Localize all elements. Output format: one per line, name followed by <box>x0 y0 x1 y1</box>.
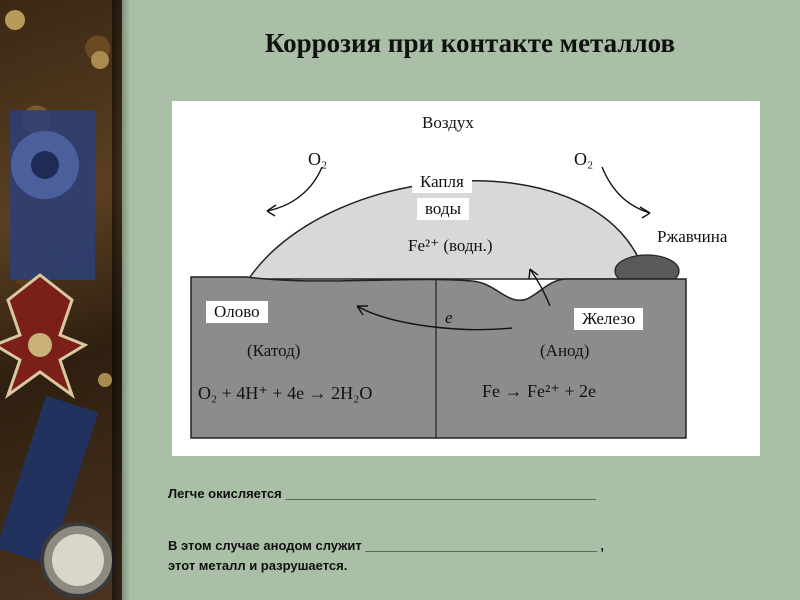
cathode-label: (Катод) <box>247 341 301 360</box>
corrosion-diagram <box>172 101 760 456</box>
anode-equation: Fe → Fe²⁺ + 2e <box>482 381 597 401</box>
drop-label-line2: воды <box>417 198 469 220</box>
tin-label: Олово <box>206 301 268 323</box>
decorative-photo-panel <box>0 0 122 600</box>
iron-label: Железо <box>574 308 643 330</box>
drop-label-line1: Капля <box>412 171 472 193</box>
water-drop <box>250 181 652 279</box>
medals-illustration <box>0 0 122 600</box>
cathode-equation: O₂ + 4H⁺ + 4e → 2H₂O <box>198 383 373 403</box>
o2-left-label: O₂ <box>308 149 328 169</box>
air-label: Воздух <box>422 113 474 132</box>
o2-right-arrow <box>602 167 650 213</box>
slide-title: Коррозия при контакте металлов <box>264 28 676 58</box>
panel-shadow <box>112 0 130 600</box>
fe-ion-label: Fe²⁺ (водн.) <box>408 236 493 255</box>
electron-label: e <box>445 308 453 327</box>
o2-right-label: O₂ <box>574 149 594 169</box>
question-anode-continuation: этот металл и разрушается. <box>168 558 348 573</box>
question-oxidizes-easier: Легче окисляется ___________________________________________ <box>168 486 597 501</box>
rust-label: Ржавчина <box>657 227 728 246</box>
question-anode: В этом случае анодом служит ________________________________ , <box>168 538 604 553</box>
o2-left-arrow <box>267 167 322 211</box>
anode-label: (Анод) <box>540 341 590 360</box>
